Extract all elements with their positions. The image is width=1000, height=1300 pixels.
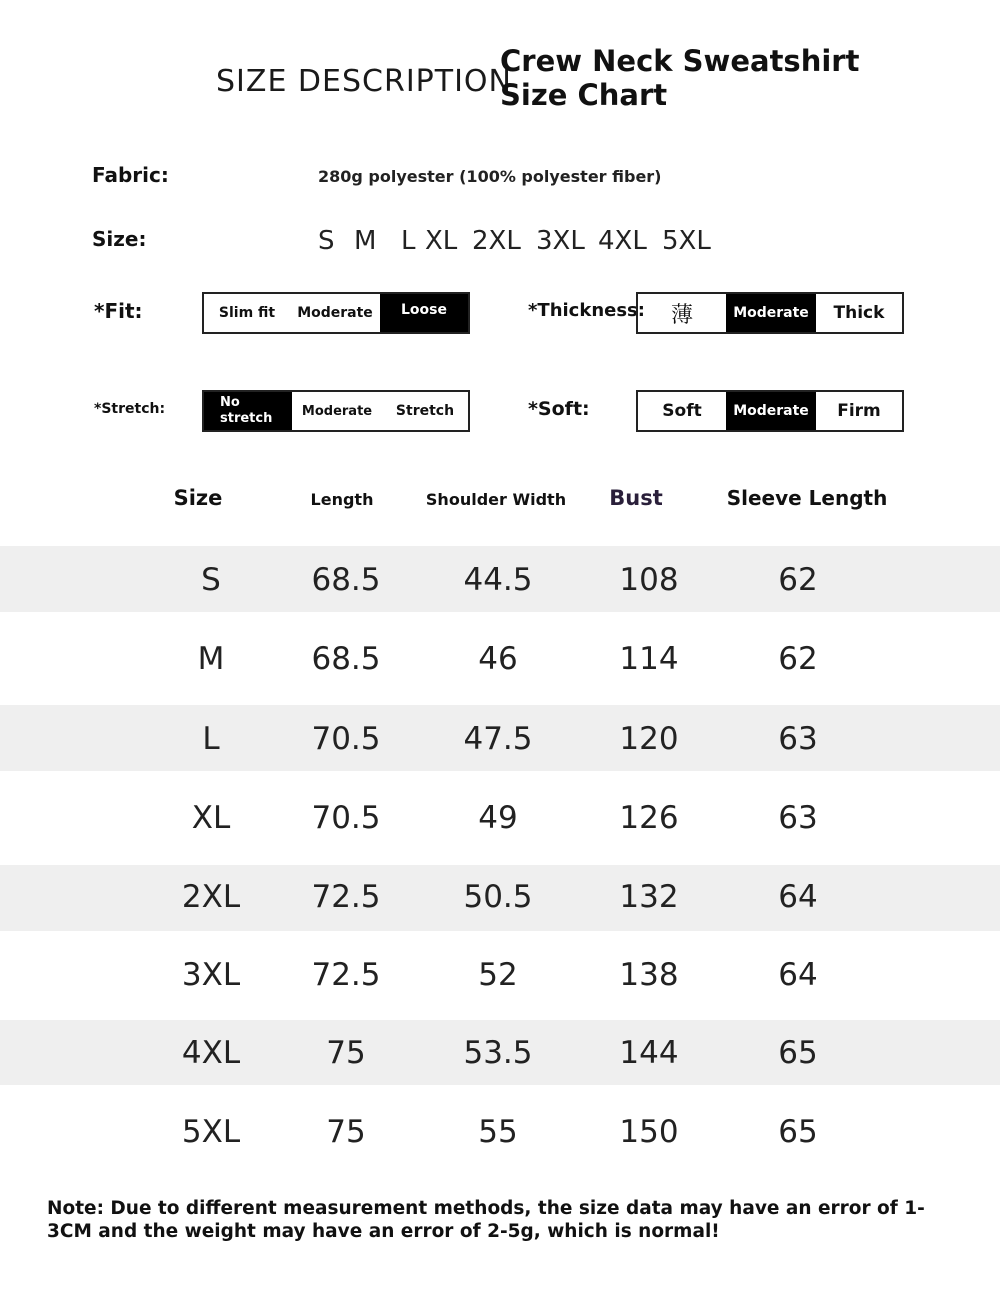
table-cell-shoulder: 55 <box>478 1114 518 1150</box>
table-row <box>0 865 1000 931</box>
table-cell-sleeve: 62 <box>778 641 818 677</box>
title-line-1: Crew Neck Sweatshirt <box>500 44 860 78</box>
soft-option-moderate: Moderate <box>726 392 816 430</box>
table-cell-bust: 144 <box>619 1035 679 1071</box>
table-cell-size: S <box>201 562 221 598</box>
fit-scale <box>202 292 470 334</box>
table-row <box>0 1020 1000 1085</box>
stretch-option-no-stretch: No stretch <box>204 392 292 430</box>
thickness-option-thin: 薄 <box>670 302 693 328</box>
size-option: 2XL <box>472 226 521 256</box>
table-cell-shoulder: 50.5 <box>463 879 533 915</box>
column-header-bust: Bust <box>609 486 663 510</box>
stretch-option-stretch: Stretch <box>395 403 455 419</box>
table-row <box>0 1085 1000 1181</box>
fit-option-moderate: Moderate <box>297 305 373 321</box>
column-header-shoulder-width: Shoulder Width <box>425 490 567 509</box>
column-header-sleeve-length: Sleeve Length <box>726 486 888 510</box>
table-cell-bust: 126 <box>619 800 679 836</box>
table-cell-sleeve: 63 <box>778 721 818 757</box>
table-cell-sleeve: 65 <box>778 1035 818 1071</box>
size-option: L <box>401 226 416 256</box>
table-cell-size: 2XL <box>181 879 241 915</box>
table-cell-size: 5XL <box>181 1114 241 1150</box>
table-cell-bust: 120 <box>619 721 679 757</box>
table-cell-shoulder: 53.5 <box>463 1035 533 1071</box>
thickness-scale <box>636 292 904 334</box>
size-option: 4XL <box>598 226 647 256</box>
stretch-label: *Stretch: <box>94 401 166 417</box>
column-header-length: Length <box>310 490 374 509</box>
table-cell-size: 4XL <box>181 1035 241 1071</box>
table-cell-shoulder: 49 <box>478 800 518 836</box>
soft-option-soft: Soft <box>662 401 702 421</box>
fabric-value: 280g polyester (100% polyester fiber) <box>318 167 662 186</box>
table-cell-size: 3XL <box>181 957 241 993</box>
measurement-note: Note: Due to different measurement methods, the size data may have an error of 1-3CM and the weight may have an error of 2-5g, which is normal! <box>47 1198 925 1242</box>
table-cell-sleeve: 64 <box>778 879 818 915</box>
column-header-size: Size <box>173 486 223 510</box>
table-cell-bust: 108 <box>619 562 679 598</box>
table-cell-length: 70.5 <box>311 721 381 757</box>
table-row <box>0 931 1000 1020</box>
table-cell-length: 75 <box>326 1114 366 1150</box>
size-list <box>318 226 714 256</box>
table-cell-bust: 132 <box>619 879 679 915</box>
stretch-option-moderate: Moderate <box>301 403 373 419</box>
table-cell-sleeve: 62 <box>778 562 818 598</box>
table-cell-length: 70.5 <box>311 800 381 836</box>
table-row <box>0 612 1000 705</box>
table-row <box>0 705 1000 771</box>
fit-option-slim: Slim fit <box>218 305 276 321</box>
table-cell-shoulder: 46 <box>478 641 518 677</box>
fit-label: *Fit: <box>94 299 143 323</box>
size-description-heading: SIZE DESCRIPTION <box>216 64 512 99</box>
table-cell-sleeve: 64 <box>778 957 818 993</box>
fit-option-loose: Loose <box>380 294 468 332</box>
table-cell-shoulder: 52 <box>478 957 518 993</box>
table-cell-sleeve: 65 <box>778 1114 818 1150</box>
table-cell-length: 72.5 <box>311 957 381 993</box>
size-option: 5XL <box>662 226 711 256</box>
table-cell-bust: 114 <box>619 641 679 677</box>
table-cell-length: 75 <box>326 1035 366 1071</box>
table-cell-length: 68.5 <box>311 562 381 598</box>
title-line-2: Size Chart <box>500 78 668 112</box>
fabric-label: Fabric: <box>92 163 169 187</box>
table-cell-shoulder: 47.5 <box>463 721 533 757</box>
size-option: M <box>354 226 377 256</box>
soft-option-firm: Firm <box>837 401 881 421</box>
table-cell-length: 68.5 <box>311 641 381 677</box>
thickness-option-thick: Thick <box>833 303 885 323</box>
table-cell-sleeve: 63 <box>778 800 818 836</box>
stretch-scale <box>202 390 470 432</box>
table-cell-size: XL <box>191 800 231 836</box>
table-cell-bust: 138 <box>619 957 679 993</box>
table-cell-size: M <box>197 641 225 677</box>
soft-label: *Soft: <box>528 398 590 420</box>
table-cell-size: L <box>202 721 220 757</box>
size-option: S <box>318 226 335 256</box>
table-cell-length: 72.5 <box>311 879 381 915</box>
thickness-label: *Thickness: <box>528 300 645 321</box>
thickness-option-moderate: Moderate <box>726 294 816 332</box>
table-cell-bust: 150 <box>619 1114 679 1150</box>
table-row <box>0 771 1000 865</box>
page-title <box>500 44 859 112</box>
size-option: 3XL <box>536 226 585 256</box>
size-label: Size: <box>92 227 147 251</box>
size-option: XL <box>425 226 458 256</box>
softness-scale <box>636 390 904 432</box>
table-cell-shoulder: 44.5 <box>463 562 533 598</box>
table-row <box>0 546 1000 612</box>
